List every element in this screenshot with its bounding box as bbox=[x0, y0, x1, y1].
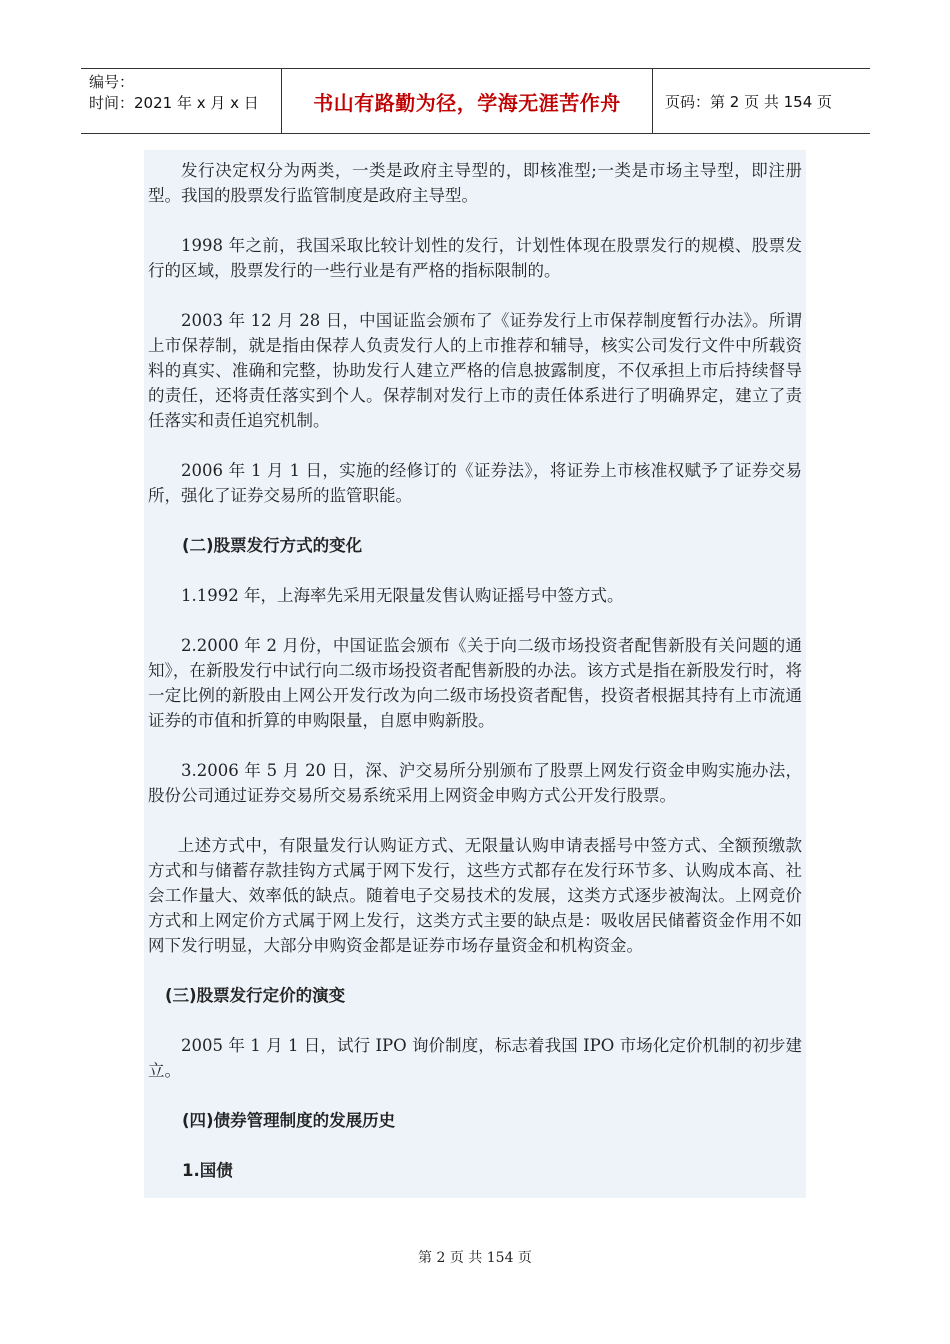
header-page-label: 页码：第 2 页 共 154 页 bbox=[665, 92, 833, 111]
header-motto: 书山有路勤为径，学海无涯苦作舟 bbox=[282, 69, 653, 133]
paragraph: 1.1992 年，上海率先采用无限量发售认购证摇号中签方式。 bbox=[181, 586, 624, 605]
paragraph: 2005 年 1 月 1 日，试行 IPO 询价制度，标志着我国 IPO 市场化定价机制的初步建立。 bbox=[148, 1036, 802, 1080]
paragraph: 上述方式中，有限量发行认购证方式、无限量认购申请表摇号中签方式、全额预缴款方式和与储蓄存款挂钩方式属于网下发行，这些方式都存在发行环节多、认购成本高、社会工作量大、效率低的缺点。随着电子交易技术的发展，这类方式逐步被淘汰。上网竞价方式和上网定价方式属于网上发行，这类方式主要的缺点是：吸收居民储蓄资金作用不如网下发行明显，大部分申购资金都是证券市场存量资金和机构资金。 bbox=[148, 836, 802, 955]
time-label: 时间：2021 年 x 月 x 日 bbox=[89, 94, 259, 112]
section-heading: (四)债券管理制度的发展历史 bbox=[182, 1111, 396, 1130]
paragraph: 2003 年 12 月 28 日，中国证监会颁布了《证券发行上市保荐制度暂行办法》。所谓上市保荐制，就是指由保荐人负责发行人的上市推荐和辅导，核实公司发行文件中所载资料的真实、准确和完整，协助发行人建立严格的信息披露制度，不仅承担上市后持续督导的责任，还将责任落实到个人。保荐制对发行上市的责任体系进行了明确界定，建立了责任落实和责任追究机制。 bbox=[148, 311, 802, 430]
number-label: 编号： bbox=[89, 73, 135, 91]
subsection-heading: 1.国债 bbox=[182, 1161, 233, 1180]
section-heading: (三)股票发行定价的演变 bbox=[165, 986, 346, 1005]
document-body bbox=[144, 150, 806, 1198]
page-header bbox=[81, 68, 870, 134]
paragraph: 1998 年之前，我国采取比较计划性的发行，计划性体现在股票发行的规模、股票发行的区域，股票发行的一些行业是有严格的指标限制的。 bbox=[148, 236, 802, 280]
header-meta bbox=[81, 69, 282, 133]
section-heading: (二)股票发行方式的变化 bbox=[182, 536, 363, 555]
paragraph: 发行决定权分为两类，一类是政府主导型的，即核准型;一类是市场主导型，即注册型。我国的股票发行监管制度是政府主导型。 bbox=[148, 161, 802, 205]
paragraph: 2.2000 年 2 月份，中国证监会颁布《关于向二级市场投资者配售新股有关问题的通知》，在新股发行中试行向二级市场投资者配售新股的办法。该方式是指在新股发行时，将一定比例的新股由上网公开发行改为向二级市场投资者配售，投资者根据其持有上市流通证券的市值和折算的申购限量，自愿申购新股。 bbox=[148, 636, 802, 730]
page-footer: 第 2 页 共 154 页 bbox=[418, 1250, 532, 1266]
paragraph: 3.2006 年 5 月 20 日，深、沪交易所分别颁布了股票上网发行资金申购实施办法，股份公司通过证券交易所交易系统采用上网资金申购方式公开发行股票。 bbox=[148, 761, 802, 805]
paragraph: 2006 年 1 月 1 日，实施的经修订的《证券法》，将证券上市核准权赋予了证券交易所，强化了证券交易所的监管职能。 bbox=[148, 461, 802, 505]
